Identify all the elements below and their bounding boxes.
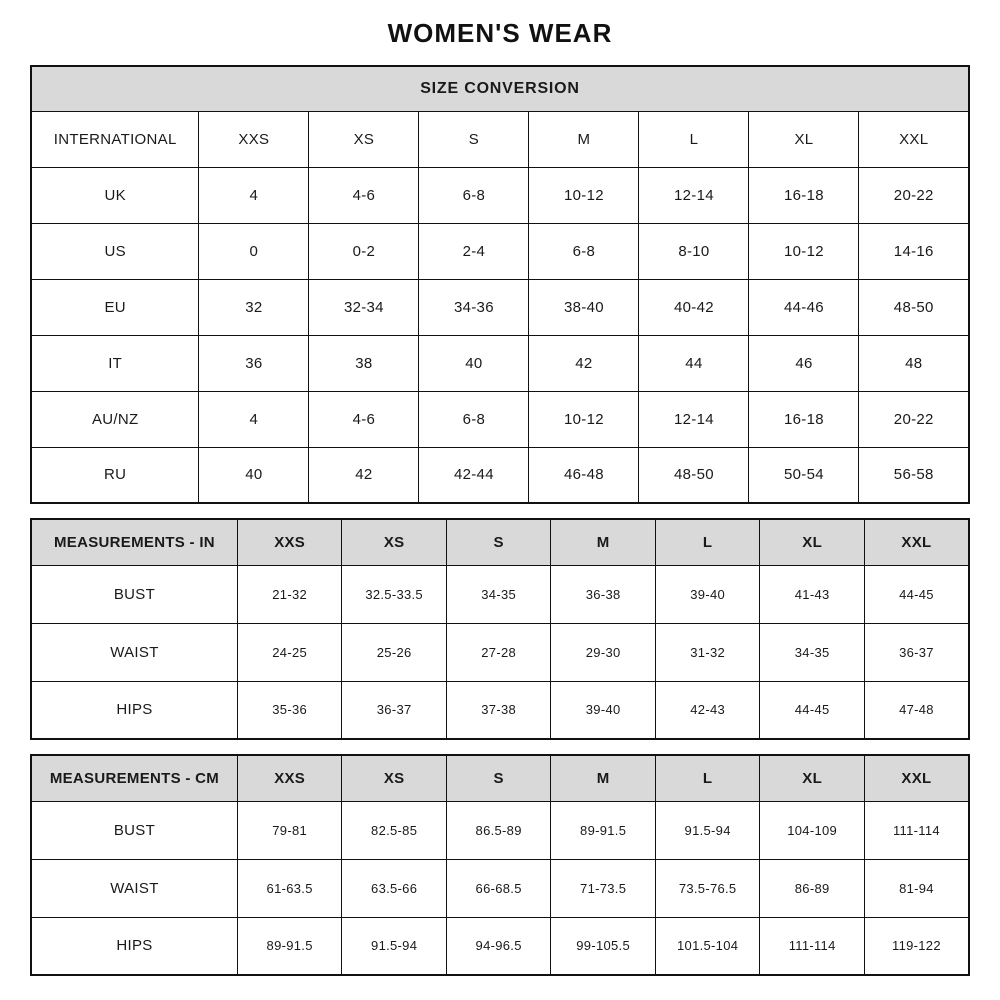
table-header-row (31, 519, 969, 565)
value-cell: 35-36 (237, 681, 342, 739)
row-label: EU (31, 279, 199, 335)
value-cell: XS (309, 111, 419, 167)
value-cell: 36-37 (864, 623, 969, 681)
value-cell: 86.5-89 (446, 801, 551, 859)
value-cell: 0-2 (309, 223, 419, 279)
value-cell: 94-96.5 (446, 917, 551, 975)
table-row (31, 623, 969, 681)
table-row (31, 223, 969, 279)
value-cell: 44-46 (749, 279, 859, 335)
size-header-cell: L (655, 519, 760, 565)
value-cell: 32.5-33.5 (342, 565, 447, 623)
value-cell: 63.5-66 (342, 859, 447, 917)
value-cell: 101.5-104 (655, 917, 760, 975)
row-label: US (31, 223, 199, 279)
row-label: INTERNATIONAL (31, 111, 199, 167)
row-label: RU (31, 447, 199, 503)
value-cell: 0 (199, 223, 309, 279)
table-row (31, 859, 969, 917)
size-header-cell: XS (342, 519, 447, 565)
value-cell: 81-94 (864, 859, 969, 917)
size-header-cell: S (446, 755, 551, 801)
value-cell: 25-26 (342, 623, 447, 681)
value-cell: 48 (859, 335, 969, 391)
value-cell: 4-6 (309, 167, 419, 223)
value-cell: M (529, 111, 639, 167)
size-header-cell: XXS (237, 755, 342, 801)
value-cell: 16-18 (749, 167, 859, 223)
value-cell: 40 (199, 447, 309, 503)
value-cell: 4-6 (309, 391, 419, 447)
value-cell: 32-34 (309, 279, 419, 335)
value-cell: 119-122 (864, 917, 969, 975)
row-label: WAIST (31, 859, 237, 917)
value-cell: 6-8 (419, 167, 529, 223)
value-cell: 21-32 (237, 565, 342, 623)
value-cell: 44 (639, 335, 749, 391)
value-cell: 104-109 (760, 801, 865, 859)
value-cell: 71-73.5 (551, 859, 656, 917)
value-cell: 111-114 (760, 917, 865, 975)
row-label: HIPS (31, 681, 237, 739)
value-cell: 6-8 (419, 391, 529, 447)
value-cell: 41-43 (760, 565, 865, 623)
size-header-cell: XS (342, 755, 447, 801)
value-cell: 48-50 (859, 279, 969, 335)
size-header-cell: XL (760, 519, 865, 565)
value-cell: 42-44 (419, 447, 529, 503)
value-cell: 10-12 (529, 391, 639, 447)
value-cell: 12-14 (639, 167, 749, 223)
value-cell: 40-42 (639, 279, 749, 335)
measurements-header-label: MEASUREMENTS - IN (31, 519, 237, 565)
row-label: WAIST (31, 623, 237, 681)
value-cell: 91.5-94 (655, 801, 760, 859)
value-cell: 73.5-76.5 (655, 859, 760, 917)
value-cell: 46 (749, 335, 859, 391)
value-cell: 20-22 (859, 167, 969, 223)
size-header-cell: XL (760, 755, 865, 801)
value-cell: 38 (309, 335, 419, 391)
value-cell: 61-63.5 (237, 859, 342, 917)
value-cell: 2-4 (419, 223, 529, 279)
table-row (31, 917, 969, 975)
table-row (31, 801, 969, 859)
measurements-cm-table (30, 754, 970, 976)
size-conversion-table (30, 65, 970, 504)
value-cell: L (639, 111, 749, 167)
table-row (31, 111, 969, 167)
value-cell: 4 (199, 167, 309, 223)
value-cell: XXS (199, 111, 309, 167)
page-title: WOMEN'S WEAR (387, 18, 613, 48)
value-cell: XXL (859, 111, 969, 167)
value-cell: 16-18 (749, 391, 859, 447)
table-row (31, 565, 969, 623)
size-header-cell: M (551, 755, 656, 801)
value-cell: 48-50 (639, 447, 749, 503)
value-cell: 46-48 (529, 447, 639, 503)
value-cell: 32 (199, 279, 309, 335)
value-cell: 36-38 (551, 565, 656, 623)
value-cell: 42 (529, 335, 639, 391)
value-cell: 99-105.5 (551, 917, 656, 975)
row-label: UK (31, 167, 199, 223)
value-cell: 89-91.5 (237, 917, 342, 975)
size-header-cell: XXL (864, 519, 969, 565)
value-cell: 39-40 (551, 681, 656, 739)
value-cell: S (419, 111, 529, 167)
value-cell: 34-35 (446, 565, 551, 623)
table-row (31, 335, 969, 391)
row-label: IT (31, 335, 199, 391)
table-row (31, 391, 969, 447)
size-conversion-header: SIZE CONVERSION (31, 66, 969, 111)
value-cell: 27-28 (446, 623, 551, 681)
value-cell: 91.5-94 (342, 917, 447, 975)
value-cell: 37-38 (446, 681, 551, 739)
value-cell: 66-68.5 (446, 859, 551, 917)
value-cell: 4 (199, 391, 309, 447)
value-cell: 111-114 (864, 801, 969, 859)
value-cell: 34-36 (419, 279, 529, 335)
value-cell: 14-16 (859, 223, 969, 279)
value-cell: 8-10 (639, 223, 749, 279)
value-cell: XL (749, 111, 859, 167)
value-cell: 89-91.5 (551, 801, 656, 859)
value-cell: 44-45 (760, 681, 865, 739)
row-label: BUST (31, 801, 237, 859)
value-cell: 40 (419, 335, 529, 391)
table-row (31, 681, 969, 739)
row-label: BUST (31, 565, 237, 623)
value-cell: 79-81 (237, 801, 342, 859)
table-row (31, 447, 969, 503)
measurements-in-table (30, 518, 970, 740)
row-label: HIPS (31, 917, 237, 975)
value-cell: 20-22 (859, 391, 969, 447)
value-cell: 31-32 (655, 623, 760, 681)
value-cell: 36 (199, 335, 309, 391)
row-label: AU/NZ (31, 391, 199, 447)
value-cell: 86-89 (760, 859, 865, 917)
value-cell: 10-12 (529, 167, 639, 223)
table-row (31, 279, 969, 335)
value-cell: 82.5-85 (342, 801, 447, 859)
value-cell: 56-58 (859, 447, 969, 503)
size-header-cell: S (446, 519, 551, 565)
measurements-header-label: MEASUREMENTS - CM (31, 755, 237, 801)
value-cell: 38-40 (529, 279, 639, 335)
value-cell: 6-8 (529, 223, 639, 279)
value-cell: 24-25 (237, 623, 342, 681)
table-header-row (31, 66, 969, 111)
value-cell: 44-45 (864, 565, 969, 623)
size-header-cell: L (655, 755, 760, 801)
value-cell: 29-30 (551, 623, 656, 681)
table-header-row (31, 755, 969, 801)
value-cell: 10-12 (749, 223, 859, 279)
size-header-cell: XXL (864, 755, 969, 801)
value-cell: 50-54 (749, 447, 859, 503)
value-cell: 42 (309, 447, 419, 503)
value-cell: 36-37 (342, 681, 447, 739)
value-cell: 42-43 (655, 681, 760, 739)
value-cell: 12-14 (639, 391, 749, 447)
size-header-cell: M (551, 519, 656, 565)
value-cell: 34-35 (760, 623, 865, 681)
value-cell: 39-40 (655, 565, 760, 623)
value-cell: 47-48 (864, 681, 969, 739)
size-header-cell: XXS (237, 519, 342, 565)
table-row (31, 167, 969, 223)
